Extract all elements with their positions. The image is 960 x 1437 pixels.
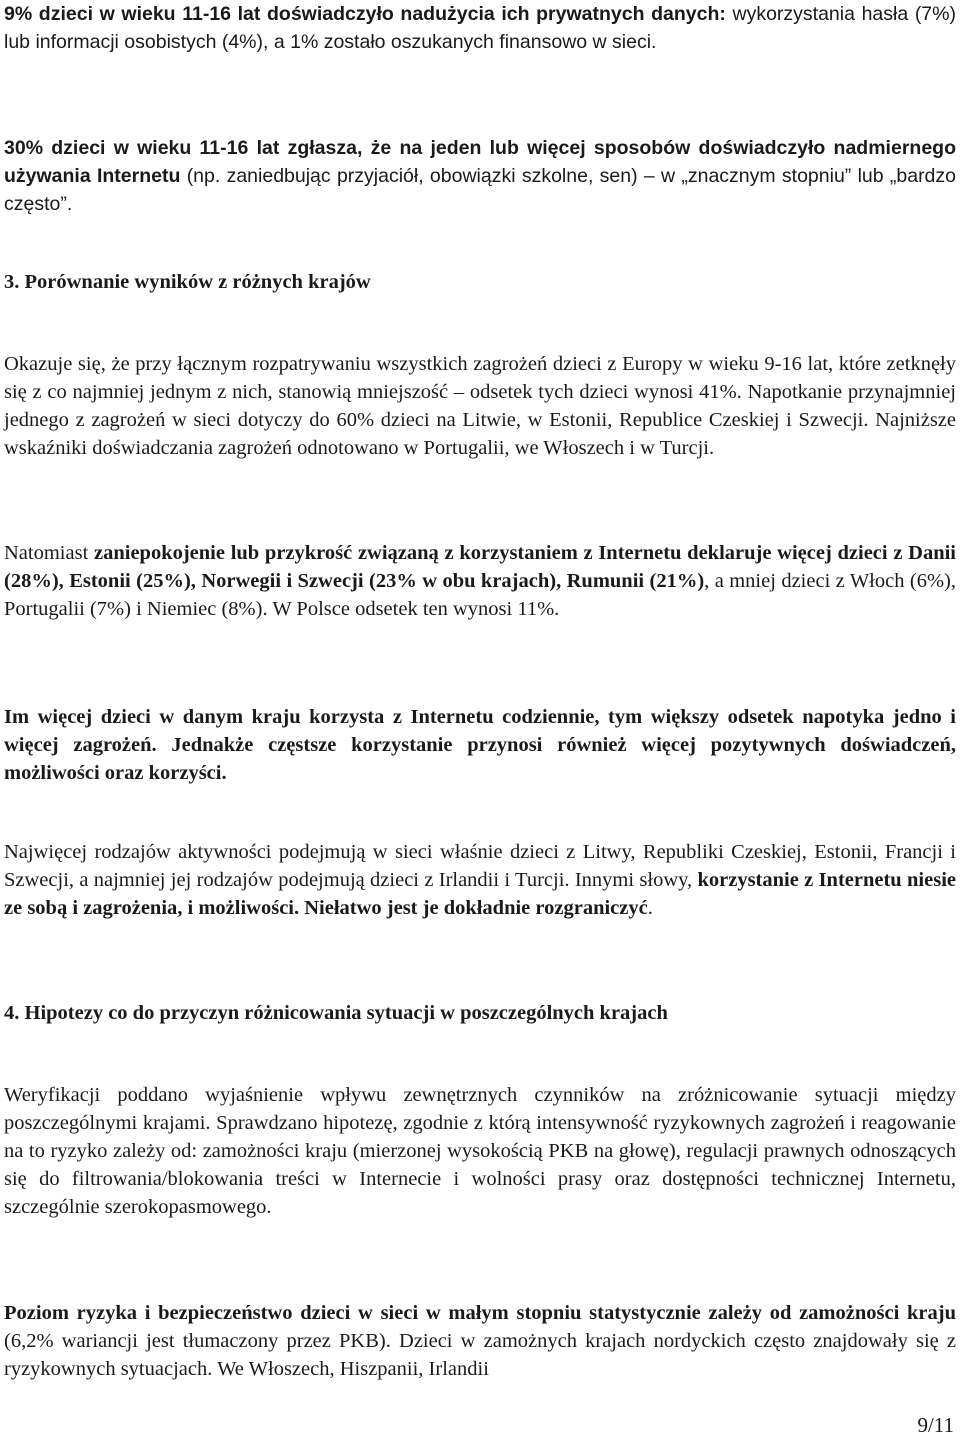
paragraph-text: Natomiast	[4, 542, 94, 564]
paragraph-daily-use: Im więcej dzieci w danym kraju korzysta z Internetu codziennie, tym większy odsetek napotyka jedno i więcej zagrożeń. Jednakże częstsze korzystanie przynosi również więcej pozytywnych doświadczeń, możliwości oraz korzyści.	[4, 706, 956, 784]
paragraph-activities	[4, 838, 956, 922]
paragraph-text: .	[647, 897, 653, 919]
paragraph-text: wykorzystania hasła (7%) lub informacji osobistych (4%), a 1% zostało oszukanych finansowo w sieci.	[4, 3, 956, 53]
paragraph-text: (6,2% wariancji jest tłumaczony przez PKB). Dzieci w zamożnych krajach nordyckich często znajdowały się z ryzykownych sytuacjach. We Włoszech, Hiszpanii, Irlandii	[4, 1330, 956, 1380]
paragraph-bold-text: 30% dzieci w wieku 11-16 lat zgłasza, że na jeden lub więcej sposobów doświadczyło nadmiernego używania Internetu	[4, 137, 956, 187]
section-heading-4: 4. Hipotezy co do przyczyn różnicowania sytuacji w poszczególnych krajach	[4, 1002, 668, 1024]
paragraph-text: (np. zaniedbując przyjaciół, obowiązki szkolne, sen) – w „znacznym stopniu” lub „bardzo często”.	[4, 165, 956, 215]
section-heading-3: 3. Porównanie wyników z różnych krajów	[4, 271, 371, 293]
paragraph-excessive-use	[4, 134, 956, 218]
paragraph-hypotheses: Weryfikacji poddano wyjaśnienie wpływu zewnętrznych czynników na zróżnicowanie sytuacji między poszczególnymi krajami. Sprawdzano hipotezę, zgodnie z którą intensywność ryzykownych zagrożeń i reagowanie na to ryzyko zależy od: zamożności kraju (mierzonej wysokością PKB na głowę), regulacji prawnych odnoszących się do filtrowania/blokowania treści w Internecie i wolności prasy oraz dostępności technicznej Internetu, szczególnie szerokopasmowego.	[4, 1084, 956, 1218]
paragraph-worry	[4, 539, 956, 623]
paragraph-bold-text: Poziom ryzyka i bezpieczeństwo dzieci w sieci w małym stopniu statystycznie zależy od zamożności kraju	[4, 1302, 956, 1324]
paragraph-text: Najwięcej rodzajów aktywności podejmują w sieci właśnie dzieci z Litwy, Republiki Czeskiej, Estonii, Francji i Szwecji, a najmniej jej rodzajów podejmują dzieci z Irlandii i Turcji. Innymi słowy,	[4, 841, 956, 891]
paragraph-bold-text: korzystanie z Internetu niesie ze sobą i zagrożenia, i możliwości. Niełatwo jest je dokładnie rozgraniczyć	[4, 869, 956, 919]
paragraph-text: , a mniej dzieci z Włoch (6%), Portugalii (7%) i Niemiec (8%). W Polsce odsetek ten wynosi 11%.	[4, 570, 956, 620]
paragraph-privacy-misuse	[4, 0, 956, 56]
paragraph-wealth	[4, 1299, 956, 1383]
paragraph-bold-text: 9% dzieci w wieku 11-16 lat doświadczyło nadużycia ich prywatnych danych:	[4, 3, 726, 25]
paragraph-bold-text: zaniepokojenie lub przykrość związaną z korzystaniem z Internetu deklaruje więcej dzieci z Danii (28%), Estonii (25%), Norwegii i Szwecji (23% w obu krajach), Rumunii (21%)	[4, 542, 957, 592]
paragraph-combined-risks: Okazuje się, że przy łącznym rozpatrywaniu wszystkich zagrożeń dzieci z Europy w wieku 9-16 lat, które zetknęły się z co najmniej jednym z nich, stanowią mniejszość – odsetek tych dzieci wynosi 41%. Napotkanie przynajmniej jednego z zagrożeń w sieci dotyczy do 60% dzieci na Litwie, w Estonii, Republice Czeskiej i Szwecji. Najniższe wskaźniki doświadczania zagrożeń odnotowano w Portugalii, we Włoszech i w Turcji.	[4, 353, 956, 459]
page-number: 9/11	[917, 1413, 954, 1437]
